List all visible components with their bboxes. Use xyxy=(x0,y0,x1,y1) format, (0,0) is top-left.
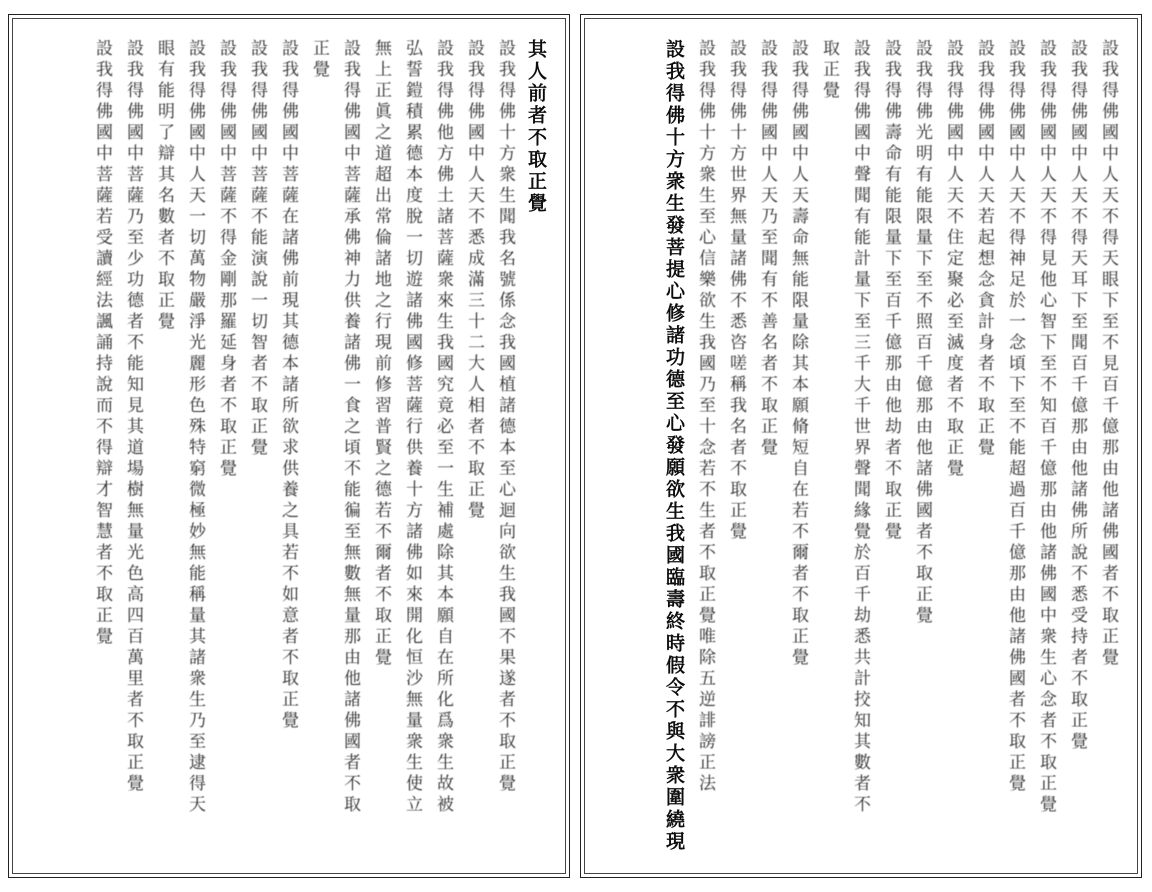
vow-column: 設我得佛國中菩薩在諸佛前現其德本諸所欲求供養之具若不如意者不取正覺 xyxy=(278,39,298,732)
vow-column: 設我得佛十方衆生聞我名號係念我國植諸德本至心迴向欲生我國不果遂者不取正覺 xyxy=(495,39,515,795)
highlighted-vow-column: 設我得佛十方衆生發菩提心修諸功德至心發願欲生我國臨壽終時假令不與大衆圍繞現 xyxy=(663,39,685,853)
vow-column: 眼有能明了辯其名數者不取正覺 xyxy=(154,39,174,333)
vow-column: 設我得佛他方佛土諸菩薩衆來生我國究竟必至一生補處除其本願自在所化爲衆生故被 xyxy=(433,39,453,816)
vow-column: 設我得佛國中人天不住定聚必至滅度者不取正覺 xyxy=(943,39,963,480)
vow-column: 設我得佛國中人天不得神足於一念頃下至不能超過百千億那由他諸佛國者不取正覺 xyxy=(1005,39,1025,795)
vow-column: 設我得佛國中人天不得見他心智下至不知百千億那由他諸佛國中衆生心念者不取正覺 xyxy=(1036,39,1056,816)
vow-column: 設我得佛十方衆生至心信樂欲生我國乃至十念若不生者不取正覺唯除五逆誹謗正法 xyxy=(695,39,715,795)
vow-column: 設我得佛國中菩薩不能演說一切智者不取正覺 xyxy=(247,39,267,459)
vow-column: 設我得佛國中菩薩不得金剛那羅延身者不取正覺 xyxy=(216,39,236,480)
vow-column: 設我得佛國中人天一切萬物嚴淨光麗形色殊特窮微極妙無能稱量其諸衆生乃至逮得天 xyxy=(185,39,205,816)
vow-column: 設我得佛國中人天乃至聞有不善名者不取正覺 xyxy=(757,39,777,459)
highlighted-vow-column: 其人前者不取正覺 xyxy=(525,39,547,215)
vow-column: 設我得佛國中人天不得天耳下至聞百千億那由他諸佛所說不悉受持者不取正覺 xyxy=(1067,39,1087,753)
vow-column: 設我得佛國中菩薩承佛神力供養諸佛一食之頃不能徧至無數無量那由他諸佛國者不取 xyxy=(340,39,360,816)
left-page-text xyxy=(27,39,551,863)
vow-column: 正覺 xyxy=(309,39,329,81)
right-page-text xyxy=(599,39,1123,863)
vow-column: 設我得佛壽命有能限量下至百千億那由他劫者不取正覺 xyxy=(881,39,901,543)
vow-column: 弘誓鎧積累德本度脫一切遊諸佛國修菩薩行供養十方諸佛如來開化恒沙無量衆生使立 xyxy=(402,39,422,816)
right-page xyxy=(580,14,1142,878)
vow-column: 無上正眞之道超出常倫諸地之行現前修習普賢之德若不爾者不取正覺 xyxy=(371,39,391,669)
vow-column: 設我得佛國中人天不得天眼下至不見百千億那由他諸佛國者不取正覺 xyxy=(1098,39,1118,669)
vow-column: 設我得佛國中菩薩若受讀經法諷誦持說而不得辯才智慧者不取正覺 xyxy=(92,39,112,648)
vow-column: 設我得佛國中菩薩乃至少功德者不能知見其道場樹無量光色高四百萬里者不取正覺 xyxy=(123,39,143,795)
vow-column: 設我得佛光明有能限量下至不照百千億那由他諸佛國者不取正覺 xyxy=(912,39,932,627)
vow-column: 設我得佛國中人天不悉成滿三十二大人相者不取正覺 xyxy=(464,39,484,522)
vow-column: 設我得佛國中人天壽命無能限量除其本願脩短自在若不爾者不取正覺 xyxy=(788,39,808,669)
vow-column: 設我得佛國中人天若起想念貪計身者不取正覺 xyxy=(974,39,994,459)
vow-column: 設我得佛十方世界無量諸佛不悉咨嗟稱我名者不取正覺 xyxy=(726,39,746,543)
left-page xyxy=(8,14,570,878)
vow-column: 取正覺 xyxy=(819,39,839,102)
vow-column: 設我得佛國中聲聞有能計量下至三千大千世界聲聞緣覺於百千劫悉共計挍知其數者不 xyxy=(850,39,870,816)
